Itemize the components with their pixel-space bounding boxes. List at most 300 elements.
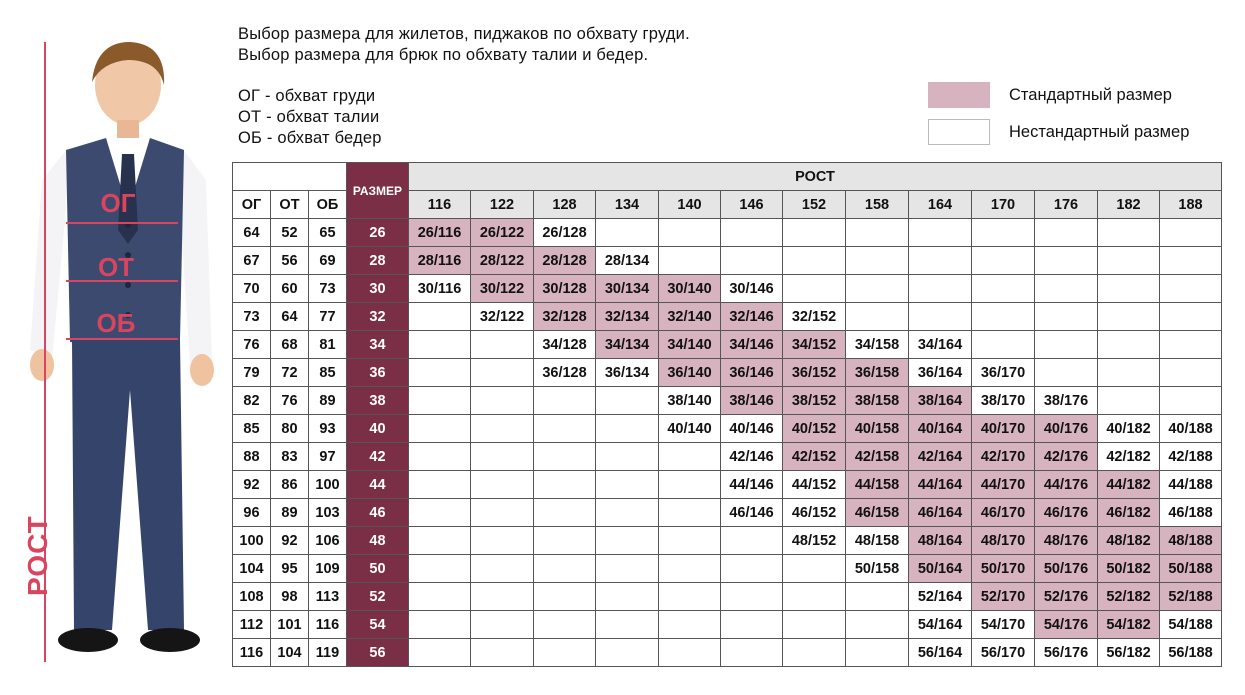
cell-size: 34 (347, 331, 409, 359)
cell-ob: 81 (309, 331, 347, 359)
cell-standard-size: 54/182 (1098, 611, 1160, 639)
cell-size-combo (1160, 247, 1222, 275)
cell-size-combo (783, 583, 846, 611)
cell-size-combo: 56/170 (972, 639, 1035, 667)
cell-size-combo: 38/140 (659, 387, 721, 415)
cell-standard-size: 40/152 (783, 415, 846, 443)
cell-og: 85 (233, 415, 271, 443)
cell-og: 108 (233, 583, 271, 611)
cell-size-combo (534, 387, 596, 415)
cell-size-combo (659, 583, 721, 611)
cell-ot: 80 (271, 415, 309, 443)
cell-size-combo: 40/182 (1098, 415, 1160, 443)
cell-standard-size: 38/158 (846, 387, 909, 415)
col-header-ob: ОБ (309, 191, 347, 219)
cell-standard-size: 46/158 (846, 499, 909, 527)
cell-standard-size: 28/128 (534, 247, 596, 275)
cell-standard-size: 36/140 (659, 359, 721, 387)
cell-size-combo (596, 443, 659, 471)
cell-size-combo (909, 219, 972, 247)
cell-size-combo (409, 499, 471, 527)
cell-size-combo: 54/170 (972, 611, 1035, 639)
chest-label: ОГ (100, 188, 136, 218)
cell-ob: 119 (309, 639, 347, 667)
cell-standard-size: 50/182 (1098, 555, 1160, 583)
col-header-size (347, 163, 409, 219)
cell-ob: 69 (309, 247, 347, 275)
cell-standard-size: 36/158 (846, 359, 909, 387)
cell-size: 38 (347, 387, 409, 415)
cell-size-combo (409, 527, 471, 555)
cell-size: 52 (347, 583, 409, 611)
table-row (233, 415, 1222, 443)
cell-standard-size: 44/164 (909, 471, 972, 499)
cell-ob: 93 (309, 415, 347, 443)
cell-standard-size: 32/134 (596, 303, 659, 331)
cell-size-combo: 44/152 (783, 471, 846, 499)
cell-standard-size: 46/164 (909, 499, 972, 527)
cell-standard-size: 38/146 (721, 387, 783, 415)
cell-size-combo (596, 583, 659, 611)
cell-size-combo: 48/158 (846, 527, 909, 555)
cell-standard-size: 42/158 (846, 443, 909, 471)
cell-size-combo (471, 331, 534, 359)
cell-size-combo (972, 303, 1035, 331)
cell-size-combo (909, 275, 972, 303)
cell-ob: 106 (309, 527, 347, 555)
cell-size-combo: 54/164 (909, 611, 972, 639)
cell-standard-size: 32/140 (659, 303, 721, 331)
cell-size-combo: 56/176 (1035, 639, 1098, 667)
cell-size-combo (471, 415, 534, 443)
col-header-height: 182 (1098, 191, 1160, 219)
cell-ob: 113 (309, 583, 347, 611)
abbreviations (238, 86, 382, 149)
cell-size-combo: 34/158 (846, 331, 909, 359)
cell-size-combo (1035, 219, 1098, 247)
cell-standard-size: 26/122 (471, 219, 534, 247)
cell-standard-size: 52/188 (1160, 583, 1222, 611)
cell-size-combo: 54/188 (1160, 611, 1222, 639)
cell-size-combo (1035, 359, 1098, 387)
cell-standard-size: 34/152 (783, 331, 846, 359)
cell-og: 92 (233, 471, 271, 499)
cell-size: 40 (347, 415, 409, 443)
cell-size-combo: 32/152 (783, 303, 846, 331)
cell-size-combo (471, 443, 534, 471)
cell-standard-size: 32/128 (534, 303, 596, 331)
cell-standard-size: 54/176 (1035, 611, 1098, 639)
cell-size-combo (721, 527, 783, 555)
cell-standard-size: 50/176 (1035, 555, 1098, 583)
cell-ot: 95 (271, 555, 309, 583)
cell-size-combo: 56/188 (1160, 639, 1222, 667)
cell-size-combo: 46/146 (721, 499, 783, 527)
col-header-height: 176 (1035, 191, 1098, 219)
table-row (233, 387, 1222, 415)
cell-size-combo (1160, 303, 1222, 331)
cell-standard-size: 50/170 (972, 555, 1035, 583)
cell-size-combo: 30/146 (721, 275, 783, 303)
cell-ob: 100 (309, 471, 347, 499)
cell-size-combo (783, 275, 846, 303)
cell-size: 44 (347, 471, 409, 499)
cell-size-combo (596, 219, 659, 247)
legend-standard (928, 82, 1189, 108)
cell-ob: 109 (309, 555, 347, 583)
cell-ot: 68 (271, 331, 309, 359)
cell-ob: 116 (309, 611, 347, 639)
cell-size-combo (846, 247, 909, 275)
cell-size-combo (846, 219, 909, 247)
cell-size-combo (846, 639, 909, 667)
cell-size-combo (534, 499, 596, 527)
table-row (233, 247, 1222, 275)
cell-size-combo: 38/176 (1035, 387, 1098, 415)
cell-size-combo: 40/188 (1160, 415, 1222, 443)
cell-size-combo (409, 443, 471, 471)
cell-standard-size: 50/164 (909, 555, 972, 583)
cell-standard-size: 46/182 (1098, 499, 1160, 527)
table-row (233, 303, 1222, 331)
cell-size-combo (659, 555, 721, 583)
cell-size-combo: 36/134 (596, 359, 659, 387)
cell-og: 116 (233, 639, 271, 667)
cell-size-combo (1098, 331, 1160, 359)
cell-og: 79 (233, 359, 271, 387)
cell-size-combo: 46/152 (783, 499, 846, 527)
cell-og: 73 (233, 303, 271, 331)
boy-illustration (0, 30, 225, 690)
cell-size-combo (596, 499, 659, 527)
cell-ot: 92 (271, 527, 309, 555)
cell-ob: 89 (309, 387, 347, 415)
cell-size: 54 (347, 611, 409, 639)
cell-size-combo: 56/164 (909, 639, 972, 667)
cell-size: 30 (347, 275, 409, 303)
cell-size-combo (972, 219, 1035, 247)
cell-ot: 72 (271, 359, 309, 387)
cell-size-combo (1098, 303, 1160, 331)
cell-standard-size: 46/176 (1035, 499, 1098, 527)
cell-size-combo (659, 499, 721, 527)
cell-size-combo (596, 611, 659, 639)
cell-size: 46 (347, 499, 409, 527)
cell-size-combo: 42/146 (721, 443, 783, 471)
cell-ot: 60 (271, 275, 309, 303)
cell-size-combo (909, 303, 972, 331)
col-header-height: 170 (972, 191, 1035, 219)
cell-size-combo (659, 443, 721, 471)
legend-nonstandard-label: Нестандартный размер (1009, 122, 1190, 141)
cell-size-combo (596, 387, 659, 415)
cell-size-combo (659, 527, 721, 555)
cell-standard-size: 28/122 (471, 247, 534, 275)
cell-size-combo (409, 611, 471, 639)
cell-ot: 89 (271, 499, 309, 527)
col-header-ot: ОТ (271, 191, 309, 219)
cell-ob: 85 (309, 359, 347, 387)
cell-ob: 73 (309, 275, 347, 303)
cell-size-combo (1098, 359, 1160, 387)
cell-size-combo: 42/182 (1098, 443, 1160, 471)
cell-size-combo: 28/134 (596, 247, 659, 275)
col-header-height: 146 (721, 191, 783, 219)
cell-standard-size: 52/170 (972, 583, 1035, 611)
cell-size-combo (1160, 387, 1222, 415)
abbr-waist: ОТ - обхват талии (238, 108, 380, 126)
cell-size-combo: 48/152 (783, 527, 846, 555)
cell-ot: 104 (271, 639, 309, 667)
cell-size-combo (409, 331, 471, 359)
col-header-height: 116 (409, 191, 471, 219)
cell-size-combo (1098, 275, 1160, 303)
cell-og: 88 (233, 443, 271, 471)
cell-og: 76 (233, 331, 271, 359)
size-table (232, 162, 1222, 667)
col-header-height: 152 (783, 191, 846, 219)
col-header-height: 188 (1160, 191, 1222, 219)
cell-size-combo (721, 219, 783, 247)
legend-nonstandard (928, 119, 1189, 145)
cell-standard-size: 48/182 (1098, 527, 1160, 555)
cell-ot: 52 (271, 219, 309, 247)
cell-size-combo (409, 359, 471, 387)
col-header-height: 128 (534, 191, 596, 219)
intro-text (238, 24, 690, 66)
cell-size-combo: 40/146 (721, 415, 783, 443)
table-row (233, 331, 1222, 359)
cell-size-combo (721, 583, 783, 611)
cell-ob: 103 (309, 499, 347, 527)
cell-size-combo (534, 639, 596, 667)
legend-standard-label: Стандартный размер (1009, 85, 1172, 104)
cell-size-combo (846, 611, 909, 639)
cell-size-combo (659, 471, 721, 499)
hips-label: ОБ (96, 308, 136, 338)
cell-og: 70 (233, 275, 271, 303)
cell-standard-size: 34/146 (721, 331, 783, 359)
cell-standard-size: 40/176 (1035, 415, 1098, 443)
cell-size-combo (596, 527, 659, 555)
cell-size-combo (471, 555, 534, 583)
col-header-height: 122 (471, 191, 534, 219)
col-header-height: 164 (909, 191, 972, 219)
cell-size: 32 (347, 303, 409, 331)
cell-size-combo (471, 387, 534, 415)
cell-ot: 83 (271, 443, 309, 471)
cell-size: 48 (347, 527, 409, 555)
cell-size-combo (783, 611, 846, 639)
cell-standard-size: 48/170 (972, 527, 1035, 555)
cell-size-combo (721, 555, 783, 583)
cell-size-combo (534, 583, 596, 611)
col-header-og: ОГ (233, 191, 271, 219)
cell-size-combo (1098, 247, 1160, 275)
cell-standard-size: 40/170 (972, 415, 1035, 443)
abbr-chest: ОГ - обхват груди (238, 87, 376, 105)
cell-size-combo (972, 247, 1035, 275)
cell-size: 42 (347, 443, 409, 471)
cell-standard-size: 46/170 (972, 499, 1035, 527)
cell-standard-size: 50/188 (1160, 555, 1222, 583)
cell-size-combo: 38/170 (972, 387, 1035, 415)
cell-size-combo (1035, 303, 1098, 331)
height-label: РОСТ (22, 515, 53, 596)
cell-standard-size: 30/122 (471, 275, 534, 303)
cell-standard-size: 40/158 (846, 415, 909, 443)
intro-line-2: Выбор размера для брюк по обхвату талии и бедер. (238, 46, 649, 64)
cell-size-combo: 44/146 (721, 471, 783, 499)
cell-size-combo (409, 387, 471, 415)
chest-measure-line (66, 222, 178, 224)
cell-size-combo (534, 555, 596, 583)
cell-size-combo (534, 443, 596, 471)
cell-size-combo (846, 275, 909, 303)
cell-standard-size: 48/188 (1160, 527, 1222, 555)
cell-size-combo (846, 583, 909, 611)
cell-size-combo (1035, 275, 1098, 303)
cell-size-combo (596, 555, 659, 583)
cell-size-combo (534, 527, 596, 555)
table-row (233, 275, 1222, 303)
cell-size-combo (471, 639, 534, 667)
legend-standard-swatch (928, 82, 990, 108)
cell-size-combo: 32/122 (471, 303, 534, 331)
cell-size-combo (596, 639, 659, 667)
cell-size-combo (909, 247, 972, 275)
cell-standard-size: 44/182 (1098, 471, 1160, 499)
col-header-size-label: РАЗМЕР (352, 183, 403, 198)
cell-standard-size: 34/134 (596, 331, 659, 359)
cell-size-combo: 52/164 (909, 583, 972, 611)
cell-size-combo (534, 471, 596, 499)
cell-size-combo (783, 247, 846, 275)
cell-size-combo (1035, 247, 1098, 275)
cell-standard-size: 48/176 (1035, 527, 1098, 555)
cell-ob: 65 (309, 219, 347, 247)
cell-size: 26 (347, 219, 409, 247)
cell-size-combo: 30/116 (409, 275, 471, 303)
cell-og: 112 (233, 611, 271, 639)
cell-size-combo (659, 219, 721, 247)
table-row (233, 359, 1222, 387)
cell-size-combo: 26/128 (534, 219, 596, 247)
cell-size-combo (783, 219, 846, 247)
cell-og: 82 (233, 387, 271, 415)
cell-size-combo (783, 639, 846, 667)
cell-size-combo (1160, 275, 1222, 303)
cell-size-combo (409, 415, 471, 443)
abbr-hips: ОБ - обхват бедер (238, 129, 382, 147)
cell-standard-size: 30/128 (534, 275, 596, 303)
cell-size-combo (1160, 219, 1222, 247)
cell-ot: 98 (271, 583, 309, 611)
cell-standard-size: 26/116 (409, 219, 471, 247)
table-row (233, 583, 1222, 611)
table-row (233, 499, 1222, 527)
cell-size-combo (409, 583, 471, 611)
cell-standard-size: 42/152 (783, 443, 846, 471)
cell-size-combo (721, 247, 783, 275)
cell-standard-size: 36/146 (721, 359, 783, 387)
cell-size-combo (972, 331, 1035, 359)
table-row (233, 471, 1222, 499)
cell-size-combo (659, 611, 721, 639)
cell-standard-size: 32/146 (721, 303, 783, 331)
cell-standard-size: 38/152 (783, 387, 846, 415)
cell-size-combo (471, 527, 534, 555)
cell-standard-size: 44/158 (846, 471, 909, 499)
cell-size-combo (1098, 219, 1160, 247)
cell-ot: 86 (271, 471, 309, 499)
cell-size-combo: 42/188 (1160, 443, 1222, 471)
table-corner-blank (233, 163, 347, 191)
table-row (233, 639, 1222, 667)
table-row (233, 443, 1222, 471)
cell-standard-size: 42/164 (909, 443, 972, 471)
cell-size-combo (471, 611, 534, 639)
cell-standard-size: 30/140 (659, 275, 721, 303)
cell-ob: 97 (309, 443, 347, 471)
cell-size-combo (721, 639, 783, 667)
cell-size-combo (846, 303, 909, 331)
cell-size-combo: 34/164 (909, 331, 972, 359)
cell-size-combo (659, 639, 721, 667)
cell-size-combo: 44/188 (1160, 471, 1222, 499)
cell-size-combo: 46/188 (1160, 499, 1222, 527)
cell-standard-size: 30/134 (596, 275, 659, 303)
table-row (233, 219, 1222, 247)
cell-size: 56 (347, 639, 409, 667)
cell-ot: 64 (271, 303, 309, 331)
table-row (233, 611, 1222, 639)
cell-size-combo (596, 471, 659, 499)
cell-size: 50 (347, 555, 409, 583)
cell-size-combo: 40/140 (659, 415, 721, 443)
cell-size-combo (471, 583, 534, 611)
cell-size-combo (596, 415, 659, 443)
cell-size-combo (1098, 387, 1160, 415)
cell-standard-size: 40/164 (909, 415, 972, 443)
cell-og: 100 (233, 527, 271, 555)
cell-size-combo (409, 303, 471, 331)
cell-size-combo (534, 415, 596, 443)
cell-size-combo (471, 359, 534, 387)
cell-standard-size: 48/164 (909, 527, 972, 555)
cell-standard-size: 52/182 (1098, 583, 1160, 611)
cell-ot: 76 (271, 387, 309, 415)
cell-size-combo (409, 555, 471, 583)
table-group-header-row (233, 163, 1222, 191)
cell-standard-size: 42/176 (1035, 443, 1098, 471)
legend (928, 82, 1189, 156)
cell-size-combo: 36/128 (534, 359, 596, 387)
col-header-height: 140 (659, 191, 721, 219)
cell-size-combo (534, 611, 596, 639)
cell-size-combo: 34/128 (534, 331, 596, 359)
cell-size-combo: 36/164 (909, 359, 972, 387)
intro-line-1: Выбор размера для жилетов, пиджаков по обхвату груди. (238, 25, 690, 43)
col-group-height: РОСТ (409, 163, 1222, 191)
cell-size: 28 (347, 247, 409, 275)
cell-size-combo (409, 471, 471, 499)
cell-size-combo (659, 247, 721, 275)
cell-size-combo (471, 499, 534, 527)
cell-size-combo (1160, 331, 1222, 359)
cell-standard-size: 36/152 (783, 359, 846, 387)
cell-size-combo (721, 611, 783, 639)
